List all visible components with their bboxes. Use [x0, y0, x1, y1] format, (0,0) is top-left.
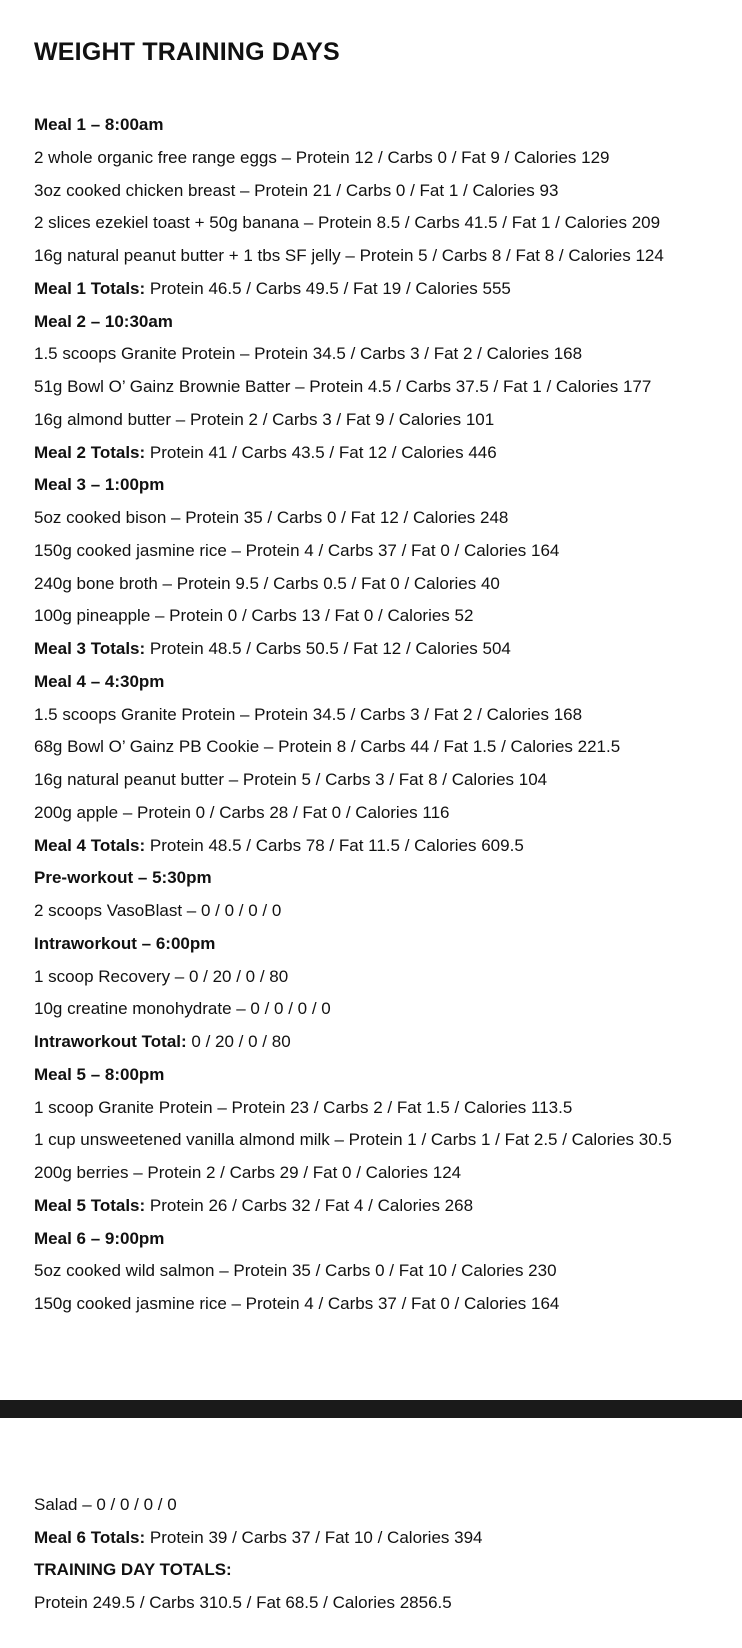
line-text: 1 scoop Granite Protein – Protein 23 / Carbs 2 / Fat 1.5 / Calories 113.5	[34, 1097, 573, 1117]
food-item	[34, 505, 742, 538]
line-text: 68g Bowl O’ Gainz PB Cookie – Protein 8 / Carbs 44 / Fat 1.5 / Calories 221.5	[34, 737, 621, 757]
section-divider	[0, 1400, 742, 1418]
line-text: Protein 249.5 / Carbs 310.5 / Fat 68.5 / Calories 2856.5	[34, 1592, 452, 1612]
section-heading	[34, 1062, 742, 1095]
line-label: Meal 2 Totals:	[34, 442, 146, 462]
line-label: Meal 2 – 10:30am	[34, 311, 173, 331]
line-text: 150g cooked jasmine rice – Protein 4 / Carbs 37 / Fat 0 / Calories 164	[34, 1294, 560, 1313]
line-label: Meal 1 Totals:	[34, 278, 146, 298]
food-item	[34, 964, 742, 997]
food-item	[34, 702, 742, 735]
food-item	[34, 243, 742, 276]
section-heading	[34, 865, 742, 898]
page-title: WEIGHT TRAINING DAYS	[34, 38, 340, 66]
meal-plan-list-continued	[34, 1492, 742, 1622]
line-label: Pre-workout – 5:30pm	[34, 868, 212, 888]
food-item	[34, 178, 742, 211]
line-text: 100g pineapple – Protein 0 / Carbs 13 / Fat 0 / Calories 52	[34, 606, 474, 626]
line-label: Intraworkout Total:	[34, 1032, 187, 1051]
line-label: Meal 4 – 4:30pm	[34, 671, 165, 691]
totals-line	[34, 833, 742, 866]
food-item	[34, 1291, 742, 1324]
line-text: Protein 46.5 / Carbs 49.5 / Fat 19 / Calories 555	[145, 278, 511, 298]
line-text: 1 scoop Recovery – 0 / 20 / 0 / 80	[34, 966, 289, 986]
line-label: Meal 5 Totals:	[34, 1195, 146, 1215]
line-text: 150g cooked jasmine rice – Protein 4 / Carbs 37 / Fat 0 / Calories 164	[34, 540, 560, 560]
section-heading	[34, 309, 742, 342]
food-item	[34, 1095, 742, 1128]
line-text: Protein 48.5 / Carbs 78 / Fat 11.5 / Calories 609.5	[145, 835, 524, 855]
section-heading	[34, 931, 742, 964]
food-item	[34, 734, 742, 767]
food-item	[34, 800, 742, 833]
totals-line	[34, 1525, 742, 1558]
line-label: Meal 6 – 9:00pm	[34, 1228, 165, 1248]
line-text: 0 / 20 / 0 / 80	[186, 1032, 291, 1051]
totals-line	[34, 440, 742, 473]
line-text: 16g natural peanut butter – Protein 5 / Carbs 3 / Fat 8 / Calories 104	[34, 770, 548, 789]
food-item	[34, 996, 742, 1029]
food-item	[34, 374, 742, 407]
line-text: 200g apple – Protein 0 / Carbs 28 / Fat 0 / Calories 116	[34, 802, 450, 822]
line-text: Protein 48.5 / Carbs 50.5 / Fat 12 / Calories 504	[145, 639, 511, 658]
section-heading	[34, 1226, 742, 1259]
totals-line	[34, 1029, 742, 1062]
line-label: TRAINING DAY TOTALS:	[34, 1560, 232, 1580]
line-label: Meal 6 Totals:	[34, 1527, 146, 1547]
line-text: 5oz cooked wild salmon – Protein 35 / Carbs 0 / Fat 10 / Calories 230	[34, 1261, 557, 1281]
line-text: 10g creatine monohydrate – 0 / 0 / 0 / 0	[34, 999, 331, 1019]
section-heading	[34, 472, 742, 505]
line-text: Protein 26 / Carbs 32 / Fat 4 / Calories 268	[145, 1195, 474, 1215]
food-item	[34, 603, 742, 636]
section-heading	[34, 669, 742, 702]
line-text: 240g bone broth – Protein 9.5 / Carbs 0.5 / Fat 0 / Calories 40	[34, 573, 500, 593]
food-item	[34, 1160, 742, 1193]
line-text: 16g natural peanut butter + 1 tbs SF jelly – Protein 5 / Carbs 8 / Fat 8 / Calories 124	[34, 246, 664, 265]
food-item	[34, 407, 742, 440]
section-heading	[34, 112, 742, 145]
food-item	[34, 1492, 742, 1525]
food-item	[34, 538, 742, 571]
line-label: Meal 3 – 1:00pm	[34, 475, 165, 495]
totals-line	[34, 1193, 742, 1226]
line-text: Protein 41 / Carbs 43.5 / Fat 12 / Calories 446	[145, 442, 497, 462]
food-item	[34, 571, 742, 604]
totals-line	[34, 636, 742, 669]
food-item	[34, 145, 742, 178]
line-text: 3oz cooked chicken breast – Protein 21 / Carbs 0 / Fat 1 / Calories 93	[34, 180, 559, 200]
line-text: Salad – 0 / 0 / 0 / 0	[34, 1495, 177, 1514]
line-text: 2 whole organic free range eggs – Protein 12 / Carbs 0 / Fat 9 / Calories 129	[34, 147, 610, 167]
line-text: Protein 39 / Carbs 37 / Fat 10 / Calories 394	[145, 1527, 483, 1547]
line-text: 16g almond butter – Protein 2 / Carbs 3 / Fat 9 / Calories 101	[34, 409, 495, 429]
line-text: 5oz cooked bison – Protein 35 / Carbs 0 / Fat 12 / Calories 248	[34, 508, 509, 527]
food-item	[34, 767, 742, 800]
line-text: 1.5 scoops Granite Protein – Protein 34.5 / Carbs 3 / Fat 2 / Calories 168	[34, 344, 583, 364]
food-item	[34, 341, 742, 374]
line-label: Meal 3 Totals:	[34, 639, 146, 658]
line-text: 2 slices ezekiel toast + 50g banana – Protein 8.5 / Carbs 41.5 / Fat 1 / Calories 209	[34, 213, 661, 233]
line-text: 200g berries – Protein 2 / Carbs 29 / Fat 0 / Calories 124	[34, 1163, 462, 1182]
line-label: Meal 1 – 8:00am	[34, 115, 164, 134]
meal-plan-list	[34, 112, 742, 1324]
food-item	[34, 210, 742, 243]
line-label: Meal 4 Totals:	[34, 835, 146, 855]
totals-line	[34, 276, 742, 309]
food-item	[34, 1258, 742, 1291]
line-label: Intraworkout – 6:00pm	[34, 933, 216, 953]
food-item	[34, 1590, 742, 1623]
food-item	[34, 898, 742, 931]
line-text: 2 scoops VasoBlast – 0 / 0 / 0 / 0	[34, 901, 282, 920]
line-text: 51g Bowl O’ Gainz Brownie Batter – Protein 4.5 / Carbs 37.5 / Fat 1 / Calories 177	[34, 377, 652, 396]
section-heading	[34, 1557, 742, 1590]
food-item	[34, 1127, 742, 1160]
line-text: 1.5 scoops Granite Protein – Protein 34.5 / Carbs 3 / Fat 2 / Calories 168	[34, 704, 583, 724]
line-text: 1 cup unsweetened vanilla almond milk – Protein 1 / Carbs 1 / Fat 2.5 / Calories 30.5	[34, 1130, 672, 1150]
line-label: Meal 5 – 8:00pm	[34, 1064, 165, 1084]
